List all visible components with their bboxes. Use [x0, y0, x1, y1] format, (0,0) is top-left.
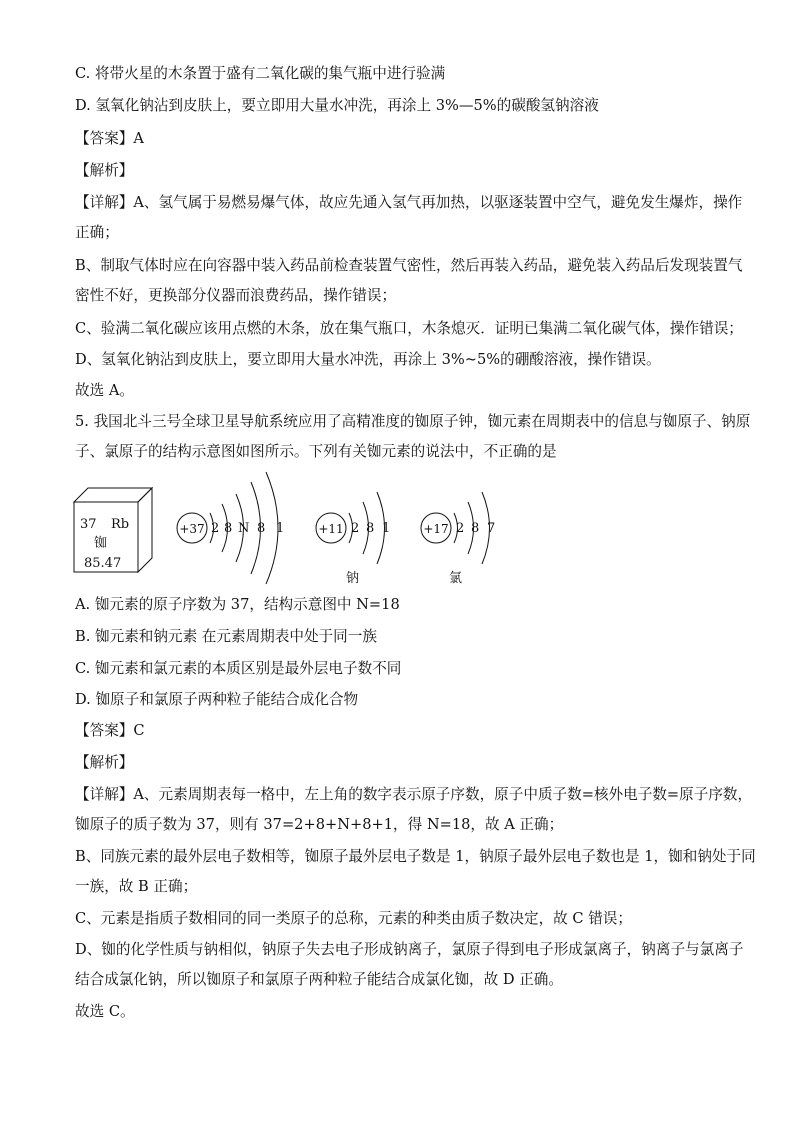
atomic-number: 37 — [80, 517, 97, 532]
shell-electrons: 8 — [224, 521, 233, 536]
conclusion-q5: 故选 C。 — [75, 1003, 135, 1020]
rb-atom-diagram — [177, 472, 284, 584]
na-caption: 钠 — [346, 571, 360, 586]
explanation-line: B、同族元素的最外层电子数相等，铷原子最外层电子数是 1，钠原子最外层电子数也是 1，铷和钠处于同 — [75, 848, 756, 865]
shell-electrons: 2 — [211, 521, 220, 536]
shell-electrons: 1 — [382, 521, 391, 536]
rb-nucleus: +37 — [179, 522, 205, 536]
shell-electrons: 8 — [366, 521, 375, 536]
atom-structure-figure — [70, 470, 510, 588]
explanation-line: 结合成氯化钠，所以铷原子和氯原子两种粒子能结合成氯化铷，故 D 正确。 — [75, 971, 563, 988]
shell-electrons: 2 — [456, 521, 465, 536]
shell-electrons: N — [238, 521, 250, 536]
periodic-table-cell — [74, 488, 152, 572]
explanation-line: 【详解】A、氢气属于易燃易爆气体，故应先通入氢气再加热，以驱逐装置中空气，避免发生爆炸，操作 — [75, 194, 743, 211]
shell-electrons: 8 — [257, 521, 266, 536]
explanation-line: 【详解】A、元素周期表每一格中，左上角的数字表示原子序数，原子中质子数=核外电子数=原子序数， — [75, 786, 753, 803]
explanation-line: 正确； — [75, 224, 119, 241]
cl-caption: 氯 — [449, 571, 463, 586]
explanation-line: 铷原子的质子数为 37，则有 37=2+8+N+8+1，得 N=18，故 A 正确； — [75, 816, 564, 833]
explanation-line: C、验满二氧化碳应该用点燃的木条，放在集气瓶口，木条熄灭．证明已集满二氧化碳气体，操作错误； — [75, 320, 743, 337]
question-5-stem: 5. 我国北斗三号全球卫星导航系统应用了高精准度的铷原子钟，铷元素在周期表中的信息与铷原子、钠原 — [75, 413, 751, 430]
option-c: C. 铷元素和氯元素的本质区别是最外层电子数不同 — [75, 660, 402, 677]
option-d: D. 铷原子和氯原子两种粒子能结合成化合物 — [75, 691, 359, 708]
option-d-prev: D. 氢氧化钠沾到皮肤上，要立即用大量水冲洗，再涂上 3%—5%的碳酸氢钠溶液 — [75, 97, 599, 114]
explanation-line: 密性不好，更换部分仪器而浪费药品，操作错误； — [75, 287, 397, 304]
option-b: B. 铷元素和钠元素 在元素周期表中处于同一族 — [75, 628, 377, 645]
na-nucleus: +11 — [318, 522, 344, 536]
explanation-line: D、氢氧化钠沾到皮肤上，要立即用大量水冲洗，再涂上 3%~5%的硼酸溶液，操作错误。 — [75, 351, 661, 368]
element-name: 铷 — [94, 536, 108, 551]
answer-label-q5: 【答案】C — [75, 722, 145, 739]
shell-electrons: 1 — [276, 521, 285, 536]
explanation-line: B、制取气体时应在向容器中装入药品前检查装置气密性，然后再装入药品，避免装入药品后发现装置气 — [75, 257, 743, 274]
option-a: A. 铷元素的原子序数为 37，结构示意图中 N=18 — [75, 596, 400, 613]
na-atom-diagram — [316, 492, 390, 586]
explanation-line: C、元素是指质子数相同的同一类原子的总称，元素的种类由质子数决定，故 C 错误； — [75, 910, 632, 927]
cl-atom-diagram — [421, 492, 495, 586]
answer-label-q4: 【答案】A — [75, 130, 144, 147]
cl-nucleus: +17 — [423, 522, 449, 536]
shell-electrons: 2 — [351, 521, 360, 536]
atomic-mass: 85.47 — [84, 556, 122, 571]
analysis-label-q4: 【解析】 — [75, 162, 134, 179]
shell-electrons: 7 — [487, 521, 496, 536]
explanation-line: 一族，故 B 正确； — [75, 878, 198, 895]
option-c-prev: C. 将带火星的木条置于盛有二氧化碳的集气瓶中进行验满 — [75, 65, 446, 82]
question-5-stem: 子、氯原子的结构示意图如图所示。下列有关铷元素的说法中，不正确的是 — [75, 443, 557, 460]
shell-electrons: 8 — [471, 521, 480, 536]
analysis-label-q5: 【解析】 — [75, 754, 134, 771]
conclusion-q4: 故选 A。 — [75, 382, 134, 399]
explanation-line: D、铷的化学性质与钠相似，钠原子失去电子形成钠离子，氯原子得到电子形成氯离子，钠离子与氯离子 — [75, 941, 744, 958]
element-symbol: Rb — [111, 517, 130, 532]
